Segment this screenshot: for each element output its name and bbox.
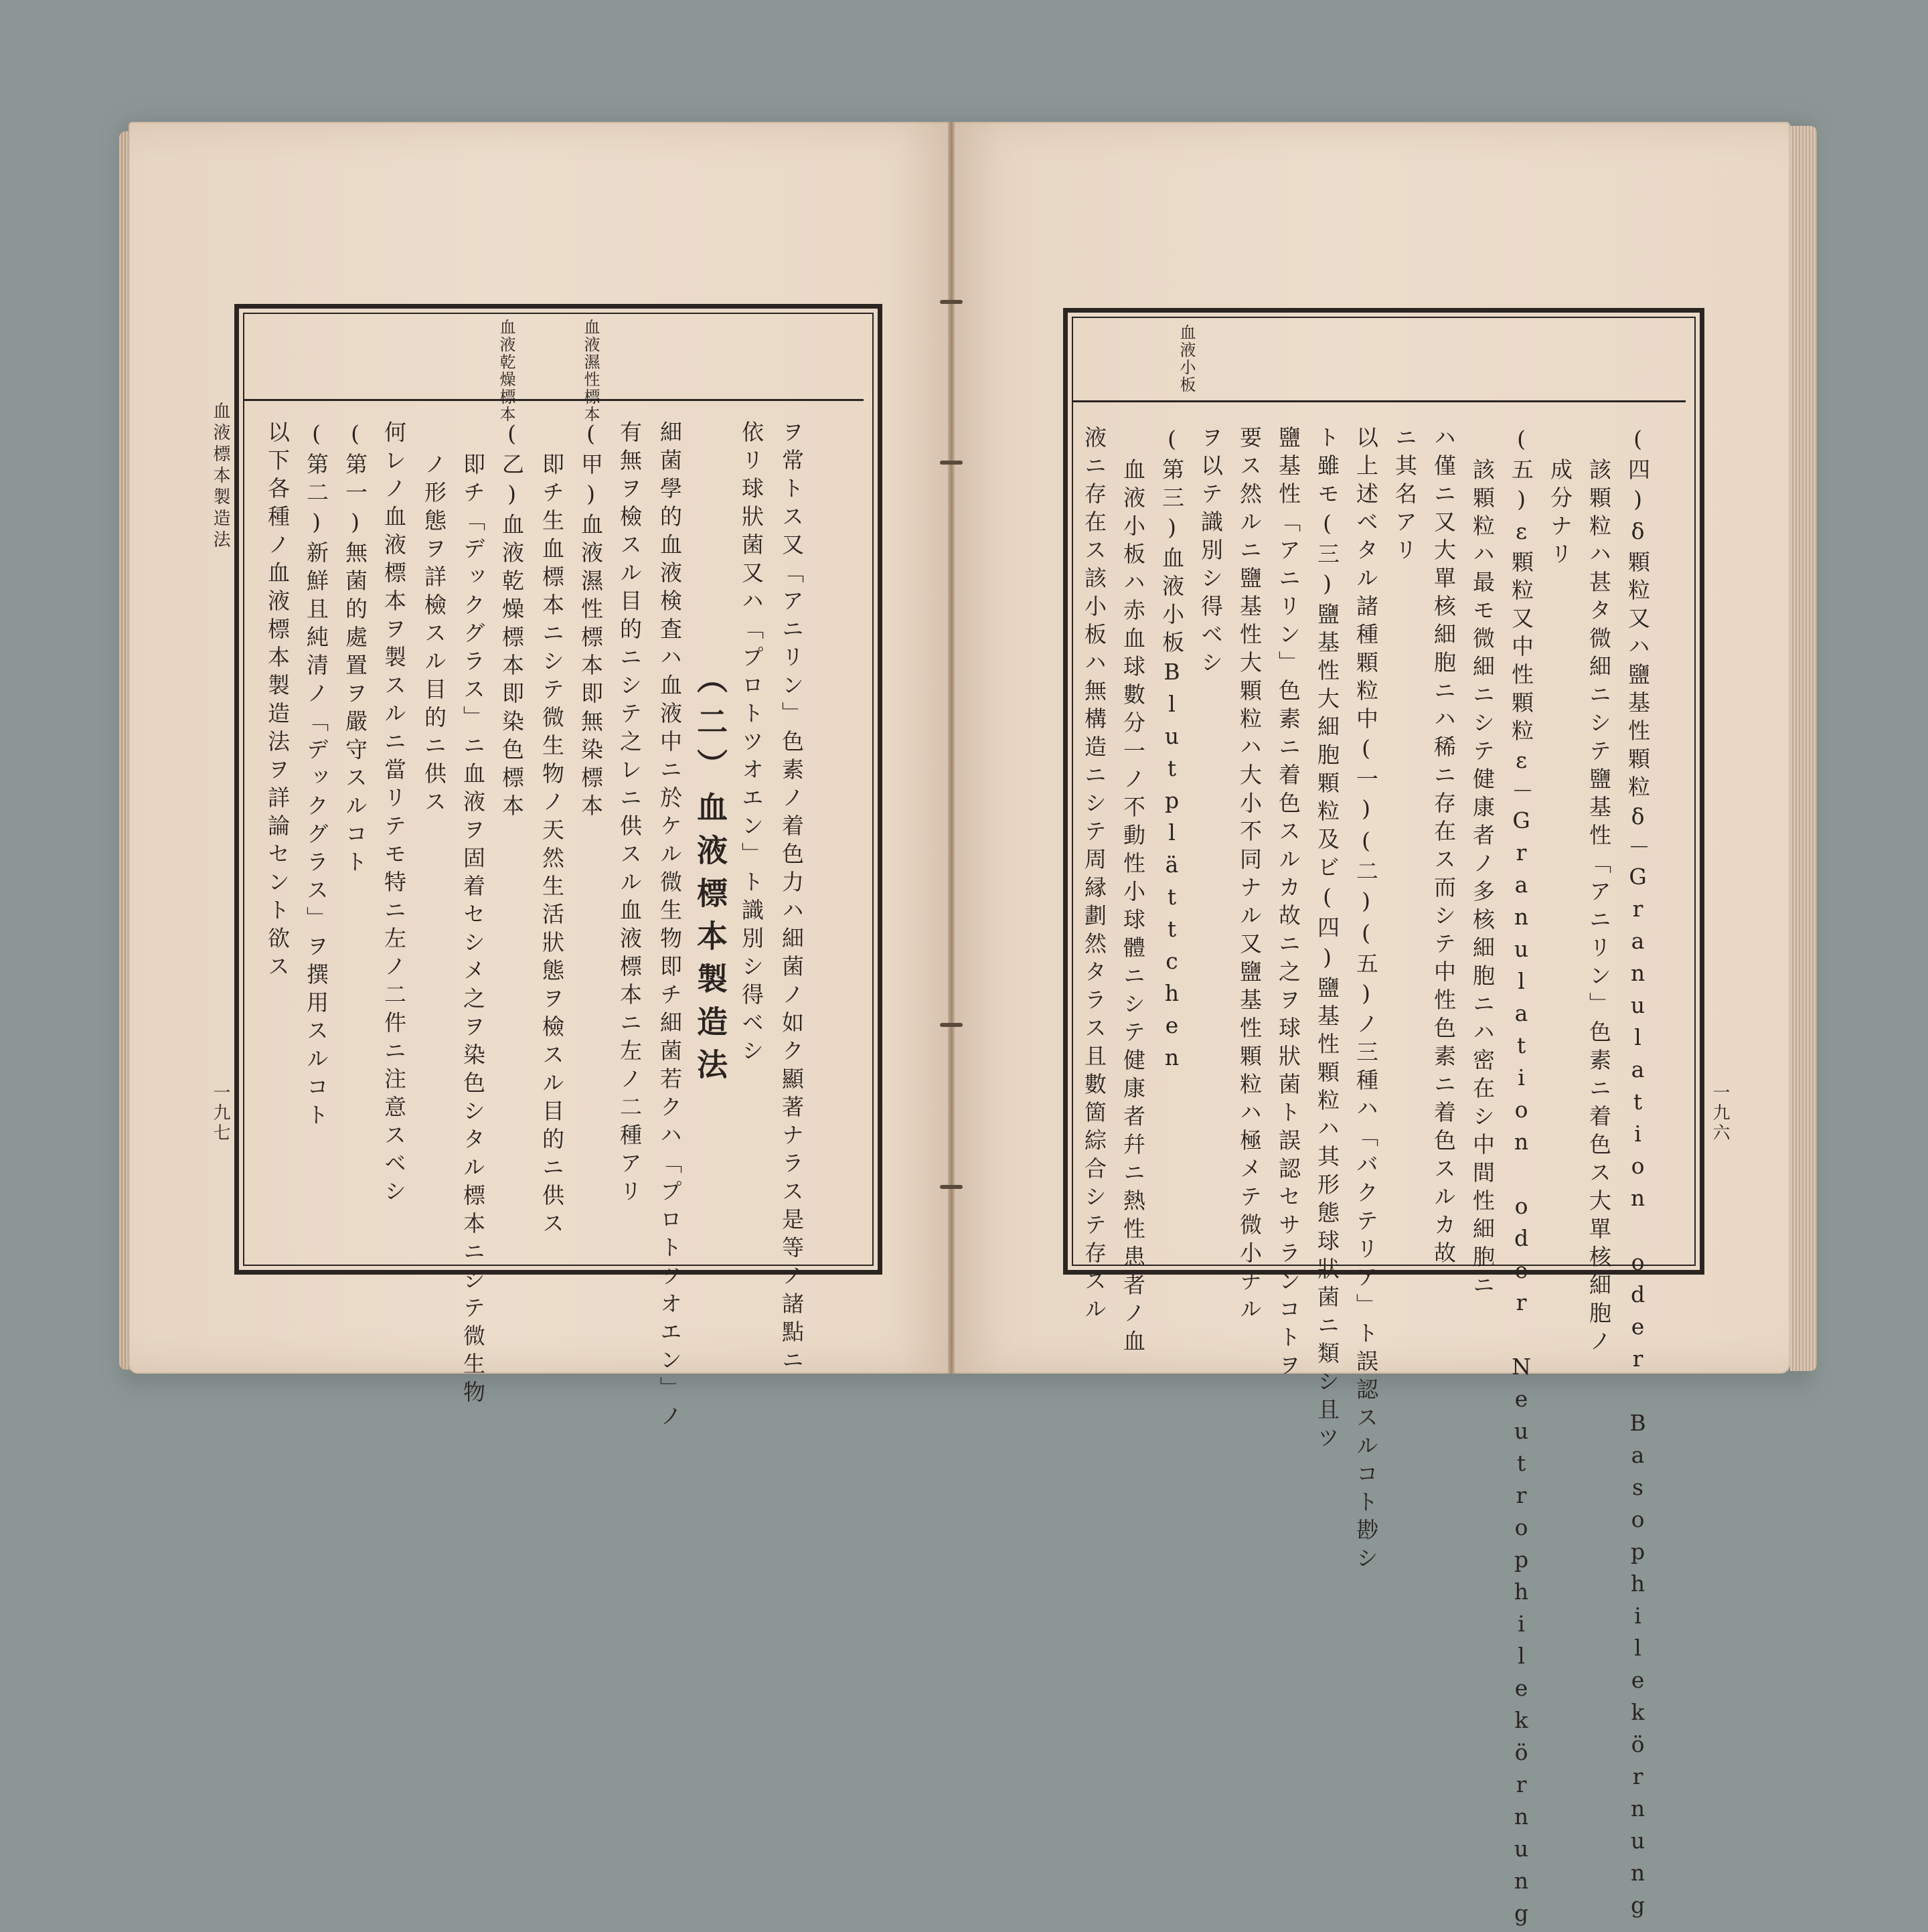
text-column: 細菌學的血液検査ハ血液中ニ於ケル微生物即チ細菌若クハ「プロトツオエン」ノ	[657, 420, 683, 1433]
text-column: ニ其名アリ	[1392, 426, 1418, 566]
text-column: 即チ「デックグラス」ニ血液ヲ固着セシメ之ヲ染色シタル標本ニシテ微生物	[460, 453, 486, 1408]
text-column: 即チ生血標本ニシテ微生物ノ天然生活狀態ヲ檢スル目的ニ供ス	[539, 453, 565, 1240]
text-column: ヲ常トス又「アニリン」色素ノ着色力ハ細菌ノ如ク顯著ナラス是等ノ諸點ニ	[779, 420, 805, 1376]
text-column: ハ僅ニ又大單核細胞ニハ稀ニ存在ス而シテ中性色素ニ着色スルカ故	[1431, 426, 1457, 1269]
text-column: 血液小板ハ赤血球數分一ノ不動性小球體ニシテ健康者幷ニ熱性患者ノ血	[1120, 458, 1146, 1358]
section-heading: （二）血液標本製造法	[692, 663, 728, 1091]
binding-stitch	[940, 1023, 963, 1027]
text-column: (第二)新鮮且純清ノ「デックグラス」ヲ撰用スルコト	[303, 420, 329, 1131]
text-column: 成分ナリ	[1547, 458, 1573, 570]
text-column: 要ス然ルニ鹽基性大顆粒ハ大小不同ナル又鹽基性顆粒ハ極メテ微小ナル	[1236, 426, 1263, 1325]
binding-stitch	[940, 461, 963, 465]
text-column: (第一)無菌的處置ヲ嚴守スルコト	[342, 420, 368, 878]
text-column: (乙)血液乾燥標本即染色標本	[499, 420, 525, 822]
text-column: 依リ球狀菌又ハ「プロトツオエン」ト識別シ得ベシ	[738, 420, 765, 1067]
margin-note: 血液乾燥標本	[497, 319, 515, 423]
text-column: ノ形態ヲ詳檢スル目的ニ供ス	[421, 453, 447, 818]
text-column: 以上述ベタル諸種顆粒中(一)(二)(五)ノ三種ハ「バクテリア」ト誤認スルコト尠シ	[1353, 426, 1379, 1575]
page-number-left: 一九七	[210, 1083, 230, 1143]
text-column: 鹽基性「アニリン」色素ニ着色スルカ故ニ之ヲ球狀菌ト誤認セサランコトヲ	[1275, 426, 1301, 1382]
text-column: 液ニ存在ス該小板ハ無構造ニシテ周縁劃然タラス且數箇綜合シテ存スル	[1081, 426, 1107, 1325]
text-column: 有無ヲ檢スル目的ニシテ之レニ供スル血液標本ニ左ノ二種アリ	[617, 420, 643, 1208]
running-head: 血液標本製造法	[210, 402, 230, 552]
margin-divider-right	[1072, 400, 1686, 402]
text-column: ヲ以テ識別シ得ベシ	[1198, 426, 1224, 679]
margin-divider-left	[244, 399, 864, 401]
right-page-edges	[1790, 126, 1817, 1371]
text-column: 以下各種ノ血液標本製造法ヲ詳論セント欲ス	[264, 420, 291, 983]
text-column: (四)δ顆粒又ハ鹽基性顆粒δ－Granulation oder Basophilekörnung	[1625, 426, 1651, 1924]
margin-note: 血液濕性標本	[581, 319, 600, 423]
text-column: 該顆粒ハ甚タ微細ニシテ鹽基性「アニリン」色素ニ着色ス大單核細胞ノ	[1586, 458, 1612, 1358]
text-column: (第三)血液小板Blutplättchen	[1159, 426, 1185, 1076]
page-number-right: 一九六	[1710, 1083, 1730, 1143]
text-column: ト雖モ(三)鹽基性大細胞顆粒及ビ(四)鹽基性顆粒ハ其形態球狀菌ニ類シ且ツ	[1314, 426, 1340, 1454]
binding-stitch	[940, 300, 963, 304]
binding-stitch	[940, 1185, 963, 1189]
text-column: (五)ε顆粒又中性顆粒ε－Granulation oder Neutrophilekörnung	[1508, 426, 1534, 1932]
text-column: (甲)血液濕性標本即無染標本	[578, 420, 604, 822]
text-column: 該顆粒ハ最モ微細ニシテ健康者ノ多核細胞ニハ密在シ中間性細胞ニ	[1469, 458, 1496, 1301]
margin-note: 血液小板	[1177, 324, 1196, 394]
text-column: 何レノ血液標本ヲ製スルニ當リテモ特ニ左ノ二件ニ注意スベシ	[381, 420, 407, 1208]
